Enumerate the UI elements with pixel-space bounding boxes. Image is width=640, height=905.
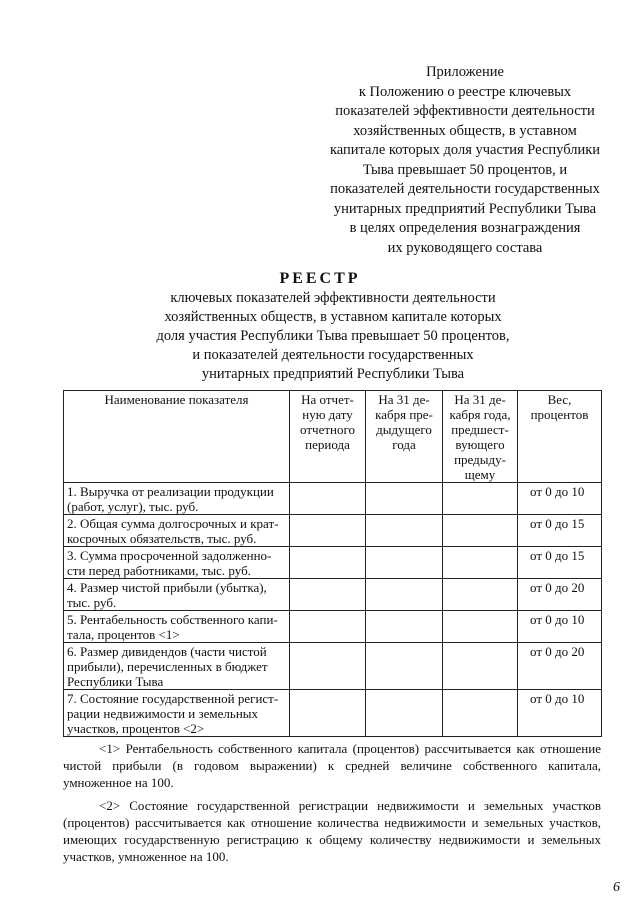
value-cell — [290, 483, 366, 515]
value-cell — [366, 690, 443, 737]
value-cell — [366, 547, 443, 579]
indicator-cell: 4. Размер чистой прибыли (убытка), тыс. руб. — [64, 579, 290, 611]
value-cell — [443, 643, 518, 690]
table-row — [64, 547, 602, 579]
table-row — [64, 483, 602, 515]
appendix-line: Приложение — [426, 64, 504, 80]
value-cell — [443, 690, 518, 737]
table-row — [64, 579, 602, 611]
header-weight: Вес, процентов — [518, 391, 602, 483]
appendix-line: хозяйственных обществ, в уставном — [353, 122, 577, 139]
value-cell — [290, 579, 366, 611]
page-number: 6 — [613, 880, 620, 895]
appendix-line: унитарных предприятий Республики Тыва — [333, 200, 597, 217]
indicators-table — [63, 390, 602, 737]
weight-cell: от 0 до 10 — [518, 611, 602, 643]
indicator-cell: 7. Состояние государственной регист-рации недвижимости и земельных участков, процентов <2> — [64, 690, 290, 737]
weight-cell: от 0 до 10 — [518, 690, 602, 737]
weight-cell: от 0 до 20 — [518, 579, 602, 611]
appendix-line: капитале которых доля участия Республики — [329, 142, 601, 158]
footnote-1: <1> Рентабельность собственного капитала (процентов) рассчитывается как отношение чистой прибыли (в годовом выражении) к средней величине собственного капитала, умноженное на 100. — [63, 741, 601, 790]
appendix-line: их руководящего состава — [387, 239, 543, 256]
subtitle-line: хозяйственных обществ, в уставном капитале которых — [164, 309, 502, 325]
indicator-cell: 2. Общая сумма долгосрочных и крат-косрочных обязательств, тыс. руб. — [64, 515, 290, 547]
document-subtitle — [0, 289, 640, 384]
header-reporting-date: На отчет-ную дату отчетного периода — [290, 391, 366, 483]
table-header-row — [64, 391, 602, 483]
header-previous-year: На 31 де-кабря пре-дыдущего года — [366, 391, 443, 483]
header-indicator-name: Наименование показателя — [64, 391, 290, 483]
weight-cell: от 0 до 15 — [518, 547, 602, 579]
footnote-2: <2> Состояние государственной регистрации недвижимости и земельных участков (процентов) рассчитывается как отношение количества недвижимости и земельных участков, имеющих государственную регистрацию к общему количеству недвижимости и земельных участков, умноженное на 100. — [63, 798, 601, 864]
value-cell — [366, 579, 443, 611]
appendix-line: к Положению о реестре ключевых — [358, 83, 572, 100]
weight-cell: от 0 до 10 — [518, 483, 602, 515]
document-title: РЕЕСТР — [279, 270, 361, 287]
weight-cell: от 0 до 20 — [518, 643, 602, 690]
value-cell — [443, 515, 518, 547]
subtitle-line: унитарных предприятий Республики Тыва — [201, 366, 465, 382]
value-cell — [290, 611, 366, 643]
indicator-cell: 5. Рентабельность собственного капи-тала, процентов <1> — [64, 611, 290, 643]
table-row — [64, 643, 602, 690]
value-cell — [443, 547, 518, 579]
value-cell — [366, 611, 443, 643]
value-cell — [366, 483, 443, 515]
weight-cell: от 0 до 15 — [518, 515, 602, 547]
appendix-header — [300, 63, 630, 258]
table-row — [64, 515, 602, 547]
subtitle-line: и показателей деятельности государственных — [192, 347, 474, 363]
value-cell — [366, 515, 443, 547]
subtitle-line: доля участия Республики Тыва превышает 50 процентов, — [156, 328, 510, 344]
header-year-before-previous: На 31 де-кабря года, предшест-вующего предыду-щему — [443, 391, 518, 483]
value-cell — [290, 547, 366, 579]
appendix-line: показателей деятельности государственных — [330, 181, 600, 197]
appendix-line: показателей эффективности деятельности — [335, 103, 595, 119]
value-cell — [443, 611, 518, 643]
subtitle-line: ключевых показателей эффективности деятельности — [170, 290, 496, 306]
indicator-cell: 3. Сумма просроченной задолженно-сти перед работниками, тыс. руб. — [64, 547, 290, 579]
value-cell — [290, 643, 366, 690]
table-row — [64, 611, 602, 643]
indicator-cell: 6. Размер дивидендов (части чистой прибыли), перечисленных в бюджет Республики Тыва — [64, 643, 290, 690]
indicator-cell: 1. Выручка от реализации продукции (работ, услуг), тыс. руб. — [64, 483, 290, 515]
appendix-line: Тыва превышает 50 процентов, и — [362, 161, 568, 178]
value-cell — [443, 483, 518, 515]
table-row — [64, 690, 602, 737]
footnotes — [63, 740, 601, 871]
value-cell — [290, 515, 366, 547]
value-cell — [366, 643, 443, 690]
value-cell — [290, 690, 366, 737]
value-cell — [443, 579, 518, 611]
appendix-line: в целях определения вознаграждения — [349, 220, 581, 236]
